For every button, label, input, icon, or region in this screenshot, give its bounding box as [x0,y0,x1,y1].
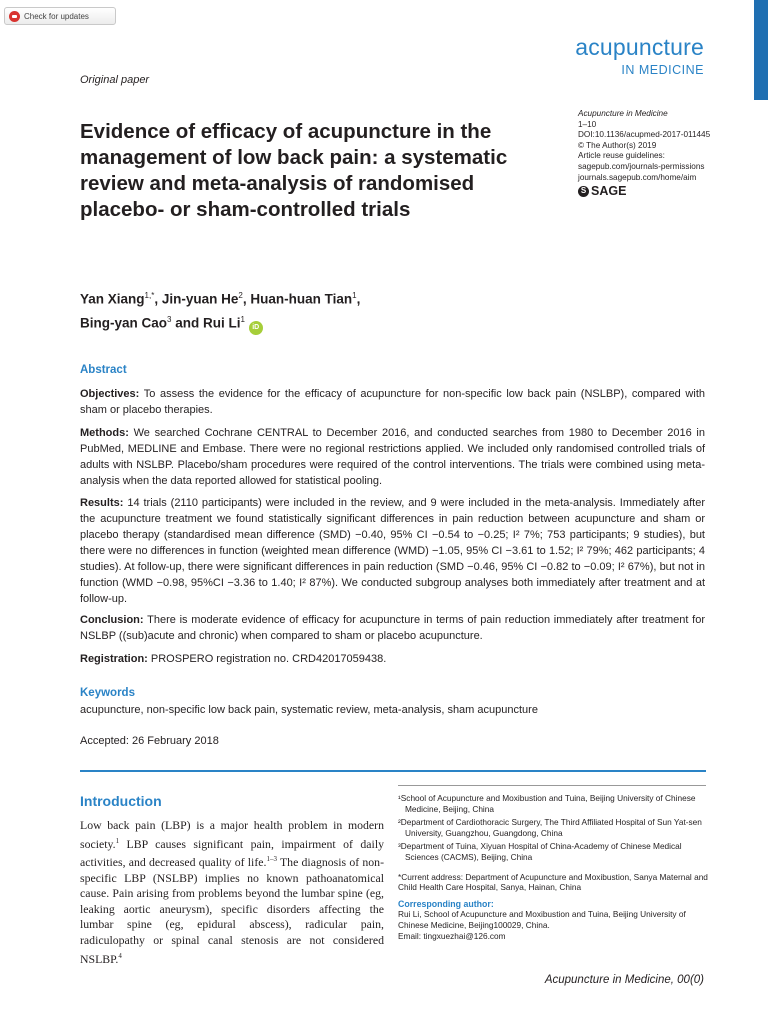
section-divider [80,770,706,772]
keywords-heading: Keywords [80,687,135,699]
corresponding-author-heading: Corresponding author: [398,898,494,909]
keywords-text: acupuncture, non-specific low back pain, systematic review, meta-analysis, sham acupuncture [80,704,538,716]
citation-ref[interactable]: 1 [115,836,120,845]
methods-label: Methods: [80,427,129,439]
page-footer: Acupuncture in Medicine, 00(0) [544,974,704,986]
author-affil: 1 [352,291,357,300]
abstract-heading: Abstract [80,364,127,376]
introduction-heading: Introduction [80,793,162,809]
author-affil: 2 [238,291,243,300]
author-name: Jin-yuan He [161,291,239,307]
results-text: 14 trials (2110 participants) were included in the review, and 9 were included in the meta-analysis. Immediately after the acupuncture treatment we found statistically significant differences in pain reduction between acupuncture and sham or placebo therapy (standardised mean difference (SMD) −0.40, 95% CI −0.54 to −0.25; I² 7%; 753 participants; 9 studies), but there were no differences in function (weighted mean difference (WMD) −1.05, 95% CI −3.61 to 1.52; I² 79%; 462 participants; 4 studies). At follow-up, there were significant differences in pain reduction (SMD −0.46, 95% CI −0.82 to −0.09; I² 67%), but not in function (WMD −0.98, 95%CI −3.36 to 1.40; I² 87%). We conducted subgroup analyses both immediately after treatment and at follow-up. [80,497,706,605]
registration-label: Registration: [80,653,148,665]
orcid-icon[interactable]: iD [249,321,263,335]
update-icon [9,11,20,22]
introduction-text [80,818,384,967]
meta-doi[interactable]: DOI:10.1136/acupmed-2017-011445 [578,130,711,140]
meta-reuse: Article reuse guidelines: [578,151,665,161]
results-label: Results: [80,497,124,509]
intro-sentence: LBP causes significant pain, impairment of daily activities, and decreased quality of life. [80,836,384,870]
affiliation-1: ¹School of Acupuncture and Moxibustion and Tuina, Beijing University of Chinese Medicine, Beijing, China [398,793,696,814]
affiliation-3: ³Department of Tuina, Xiyuan Hospital of China-Academy of Chinese Medical Sciences (CACMS), Beijing, China [398,841,682,862]
abstract-conclusion [80,612,705,644]
corresponding-author-text: Rui Li, School of Acupuncture and Moxibustion and Tuina, Beijing University of Chinese Medicine, Beijing100029, China. [398,909,686,930]
citation-ref[interactable]: 4 [118,951,122,960]
citation-ref[interactable]: 1–3 [266,855,277,864]
conclusion-text: There is moderate evidence of efficacy for acupuncture in terms of pain reduction immediately after treatment for NSLBP ((sub)acute and chronic) when compared to sham or placebo acupuncture. [80,614,705,642]
journal-logo-name: acupuncture [575,34,704,60]
objectives-label: Objectives: [80,388,140,400]
abstract-results [80,495,705,607]
author-name: Yan Xiang [80,291,145,307]
journal-side-bar [754,0,768,100]
meta-copyright: © The Author(s) 2019 [578,140,657,150]
author-name: Bing-yan Cao [80,315,168,330]
meta-journal-link[interactable]: journals.sagepub.com/home/aim [578,172,697,182]
badge-label: Check for updates [24,11,89,21]
objectives-text: To assess the evidence for the efficacy of acupuncture for non-specific low back pain (NSLBP), compared with sham or placebo therapies. [80,388,705,416]
affiliation-2: ²Department of Cardiothoracic Surgery, The Third Affiliated Hospital of Sun Yat-sen University, Guangzhou, Guangdong, China [398,817,702,838]
author-affil: 1,* [144,291,155,300]
publisher-name: SAGE [591,184,627,199]
corresponding-author-email[interactable]: Email: tingxuezhai@126.com [398,930,506,941]
author-affil: 3 [167,314,172,324]
publisher-logo [578,186,758,197]
methods-text: We searched Cochrane CENTRAL to December 2016, and conducted searches from 1980 to December 2016 in PubMed, MEDLINE and Embase. There were no regional restrictions applied. We included only randomised controlled trials of adults with NSLBP. Placebo/sham procedures were required of the control interventions. The trials were combined using meta-analysis when the data reported allowed for statistical pooling. [80,427,705,487]
meta-permissions-link[interactable]: sagepub.com/journals-permissions [578,161,705,171]
abstract-registration [80,651,705,667]
abstract-methods [80,425,705,489]
author-name: Rui Li [202,315,241,330]
intro-sentence: The diagnosis of non-specific LBP (NSLBP) implies no known pathoanatomical cause. Pain arising from problems beyond the lumbar spine (eg, leaking aortic aneurysm), specific disorders affecting the lumbar spine (eg, epidural abscess), radicular pain, radiculopathy or spinal canal stenosis are not considered NSLBP. [80,855,384,966]
author-line-1: Yan Xiang$^{1,*}$, Jin-yuan He$^2$, Huan-huan Tian$^1$, [80,291,361,307]
affiliation-divider [398,785,706,786]
abstract-objectives [80,386,705,418]
check-for-updates-badge[interactable] [4,7,116,25]
author-line-2: Bing-yan Cao$^3$ and Rui Li$^1$ iD [80,310,480,336]
conclusion-label: Conclusion: [80,614,144,626]
intro-sentence: Low back pain (LBP) is a major health problem in modern society. [80,818,384,851]
author-name: Huan-huan Tian [250,291,353,307]
author-list [80,286,480,335]
article-type: Original paper [80,74,150,86]
article-meta [578,109,758,197]
paper-title: Evidence of efficacy of acupuncture in the management of low back pain: a systematic review and meta-analysis of randomised placebo- or sham-controlled trials [80,120,508,221]
registration-text: PROSPERO registration no. CRD42017059438. [150,653,387,665]
meta-journal: Acupuncture in Medicine [578,109,668,118]
journal-logo-subtitle: IN MEDICINE [621,63,704,77]
affiliations [398,793,708,944]
accepted-date: Accepted: 26 February 2018 [80,735,219,747]
current-address: *Current address: Department of Acupuncture and Moxibustion, Sanya Maternal and Child Health Care Hospital, Sanya, Hainan, China [398,871,708,893]
sage-icon: S [578,186,589,197]
author-affil: 1 [240,314,245,324]
meta-pages: 1–10 [578,119,597,129]
